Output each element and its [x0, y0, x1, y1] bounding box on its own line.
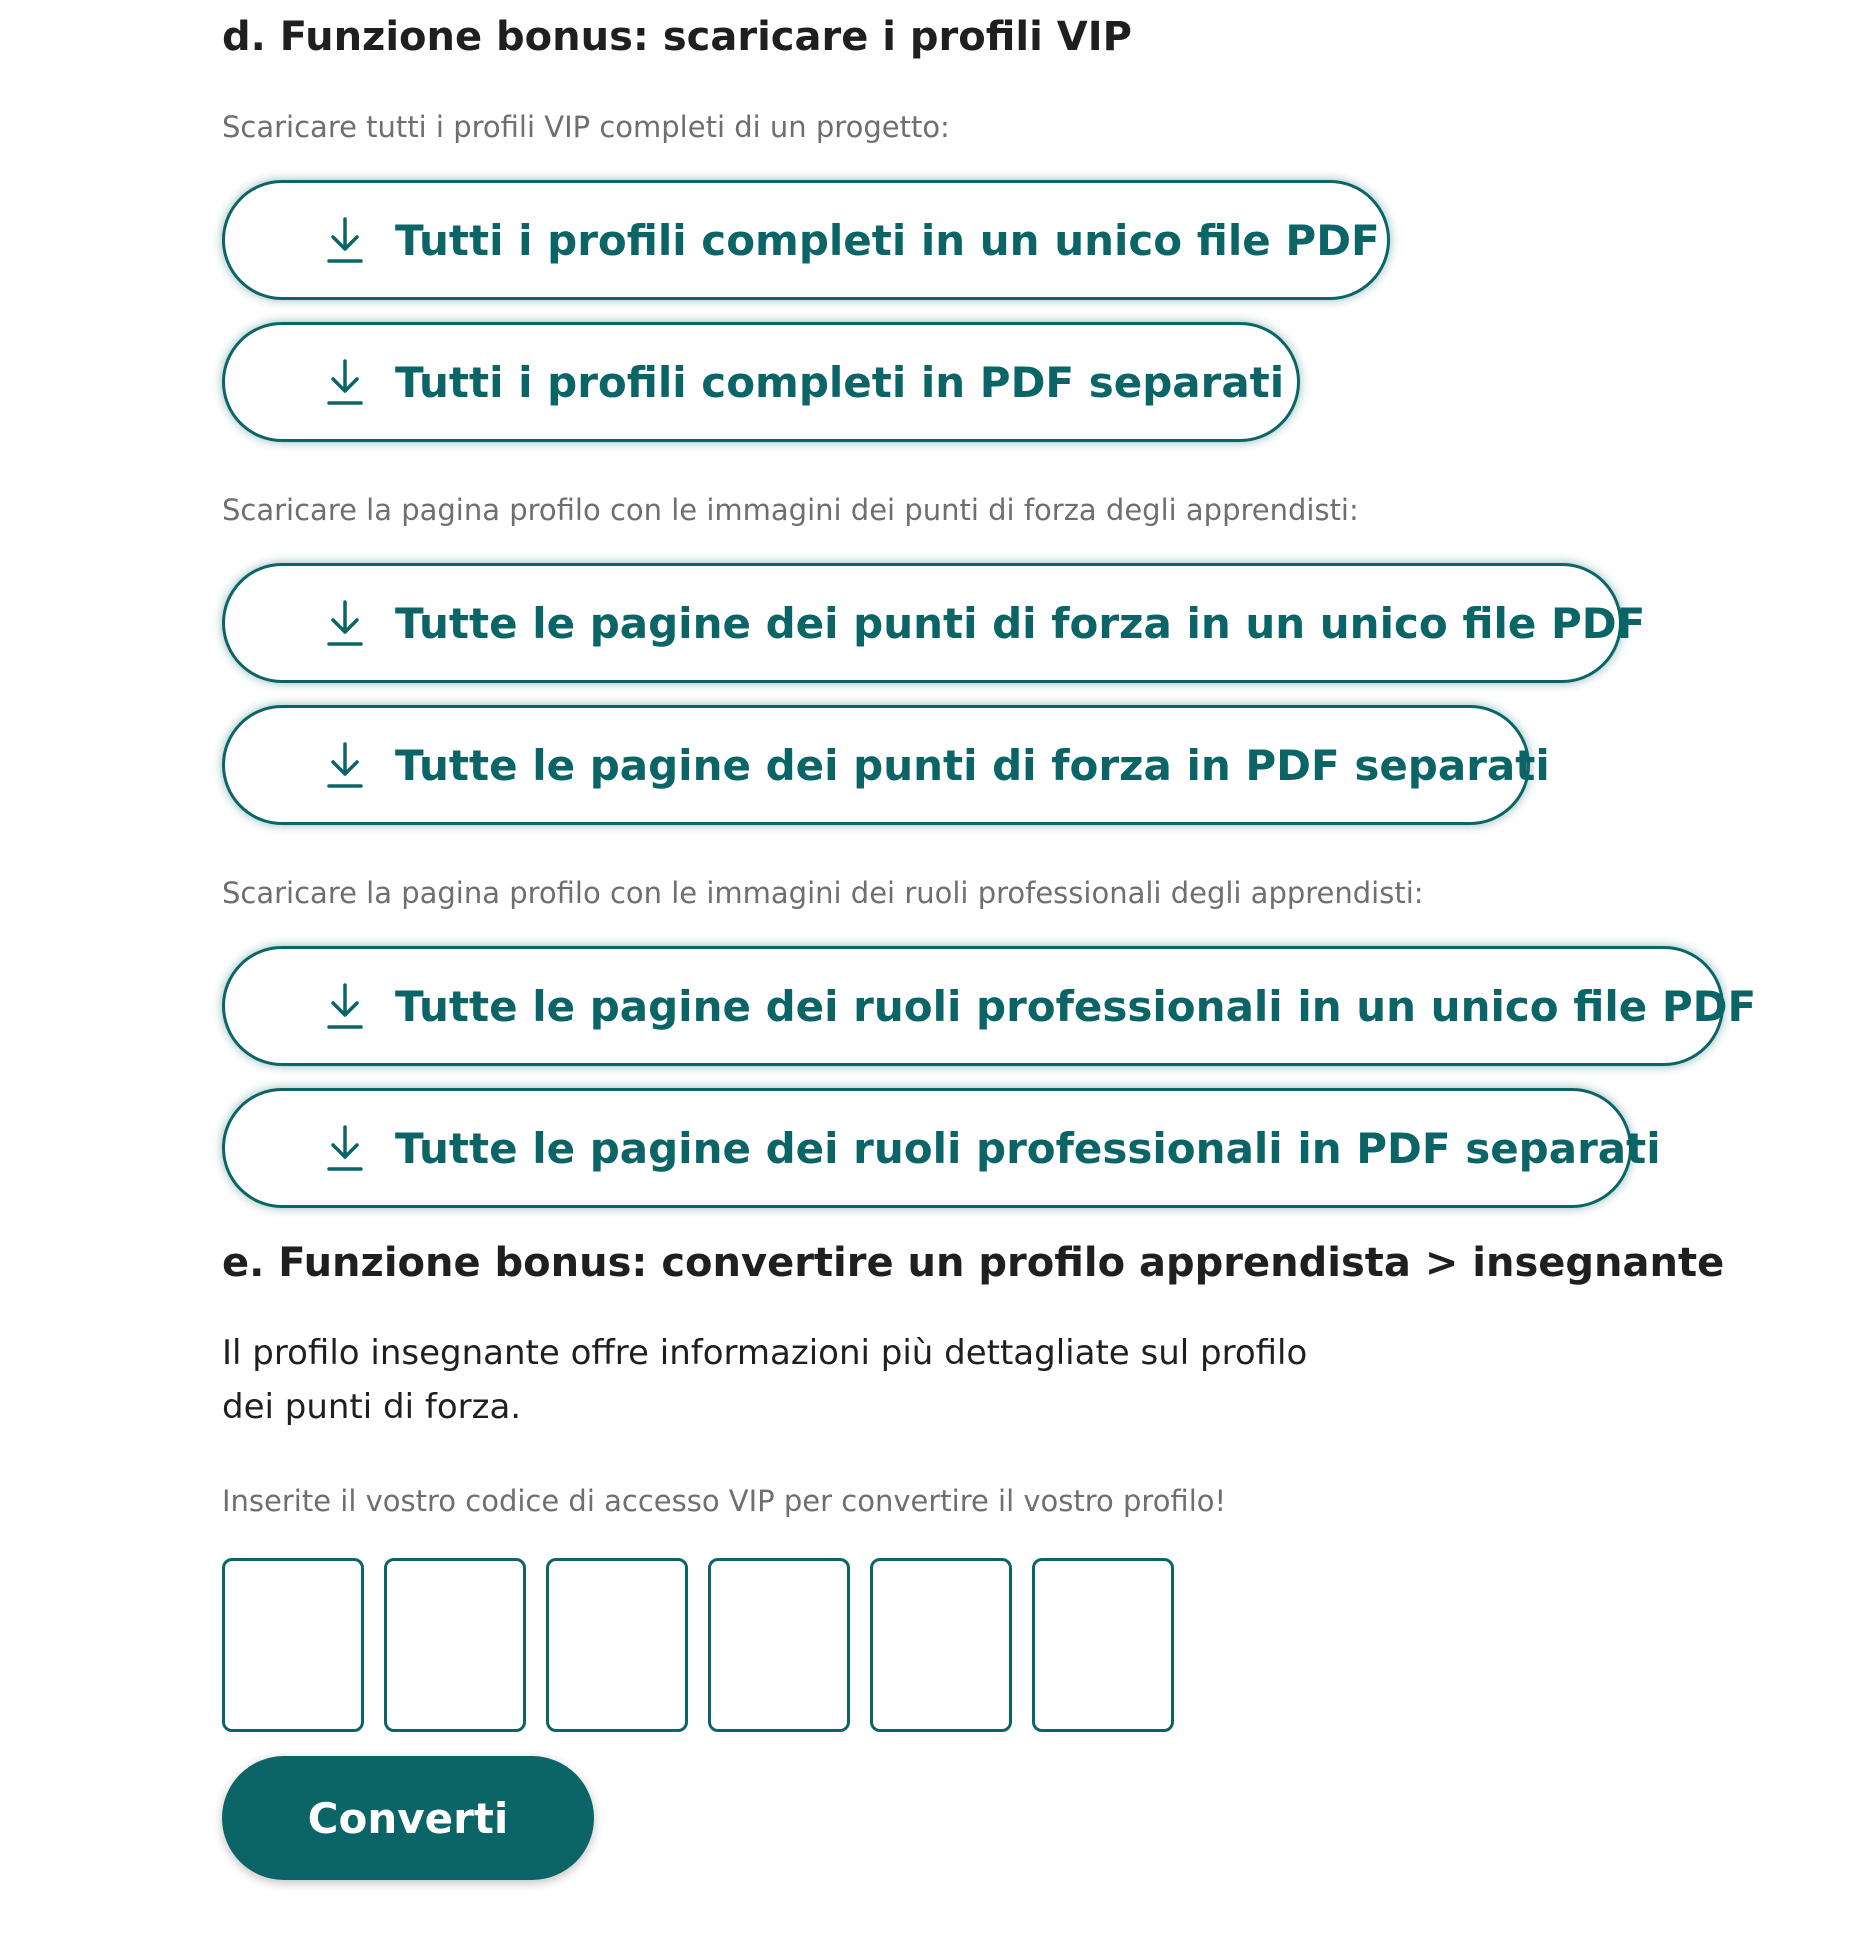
vip-code-input-group	[222, 1558, 1194, 1732]
caption-professional-roles-pages: Scaricare la pagina profilo con le immagini dei ruoli professionali degli apprendisti:	[222, 876, 1424, 910]
download-button-label: Tutti i profili completi in un unico file PDF	[395, 215, 1380, 265]
vip-code-digit-4[interactable]	[708, 1558, 850, 1732]
download-roles-separate-pdf-button[interactable]	[222, 1088, 1661, 1208]
download-button-label: Tutte le pagine dei ruoli professionali in PDF separati	[395, 1123, 1661, 1173]
download-icon	[325, 740, 365, 790]
download-icon	[325, 981, 365, 1031]
caption-strengths-pages: Scaricare la pagina profilo con le immagini dei punti di forza degli apprendisti:	[222, 493, 1359, 527]
download-button-label: Tutte le pagine dei punti di forza in PDF separati	[395, 740, 1550, 790]
convert-button[interactable]: Converti	[222, 1756, 594, 1880]
vip-code-prompt: Inserite il vostro codice di accesso VIP per convertire il vostro profilo!	[222, 1484, 1227, 1518]
download-complete-single-pdf-button[interactable]	[222, 180, 1390, 300]
vip-code-digit-5[interactable]	[870, 1558, 1012, 1732]
teacher-profile-description: Il profilo insegnante offre informazioni più dettagliate sul profilo dei punti di forza.	[222, 1333, 1308, 1427]
vip-code-digit-6[interactable]	[1032, 1558, 1174, 1732]
download-button-label: Tutti i profili completi in PDF separati	[395, 357, 1285, 407]
download-icon	[325, 1123, 365, 1173]
download-icon	[325, 357, 365, 407]
download-button-label: Tutte le pagine dei ruoli professionali in un unico file PDF	[395, 981, 1757, 1031]
vip-code-digit-2[interactable]	[384, 1558, 526, 1732]
download-complete-separate-pdf-button[interactable]	[222, 322, 1300, 442]
section-d-heading: d. Funzione bonus: scaricare i profili VIP	[222, 14, 1132, 60]
download-strengths-separate-pdf-button[interactable]	[222, 705, 1550, 825]
vip-code-digit-3[interactable]	[546, 1558, 688, 1732]
download-icon	[325, 598, 365, 648]
download-button-label: Tutte le pagine dei punti di forza in un unico file PDF	[395, 598, 1646, 648]
download-icon	[325, 215, 365, 265]
download-roles-single-pdf-button[interactable]	[222, 946, 1757, 1066]
caption-complete-profiles: Scaricare tutti i profili VIP completi di un progetto:	[222, 110, 950, 144]
section-e-heading: e. Funzione bonus: convertire un profilo apprendista > insegnante	[222, 1240, 1725, 1286]
vip-code-digit-1[interactable]	[222, 1558, 364, 1732]
download-strengths-single-pdf-button[interactable]	[222, 563, 1646, 683]
